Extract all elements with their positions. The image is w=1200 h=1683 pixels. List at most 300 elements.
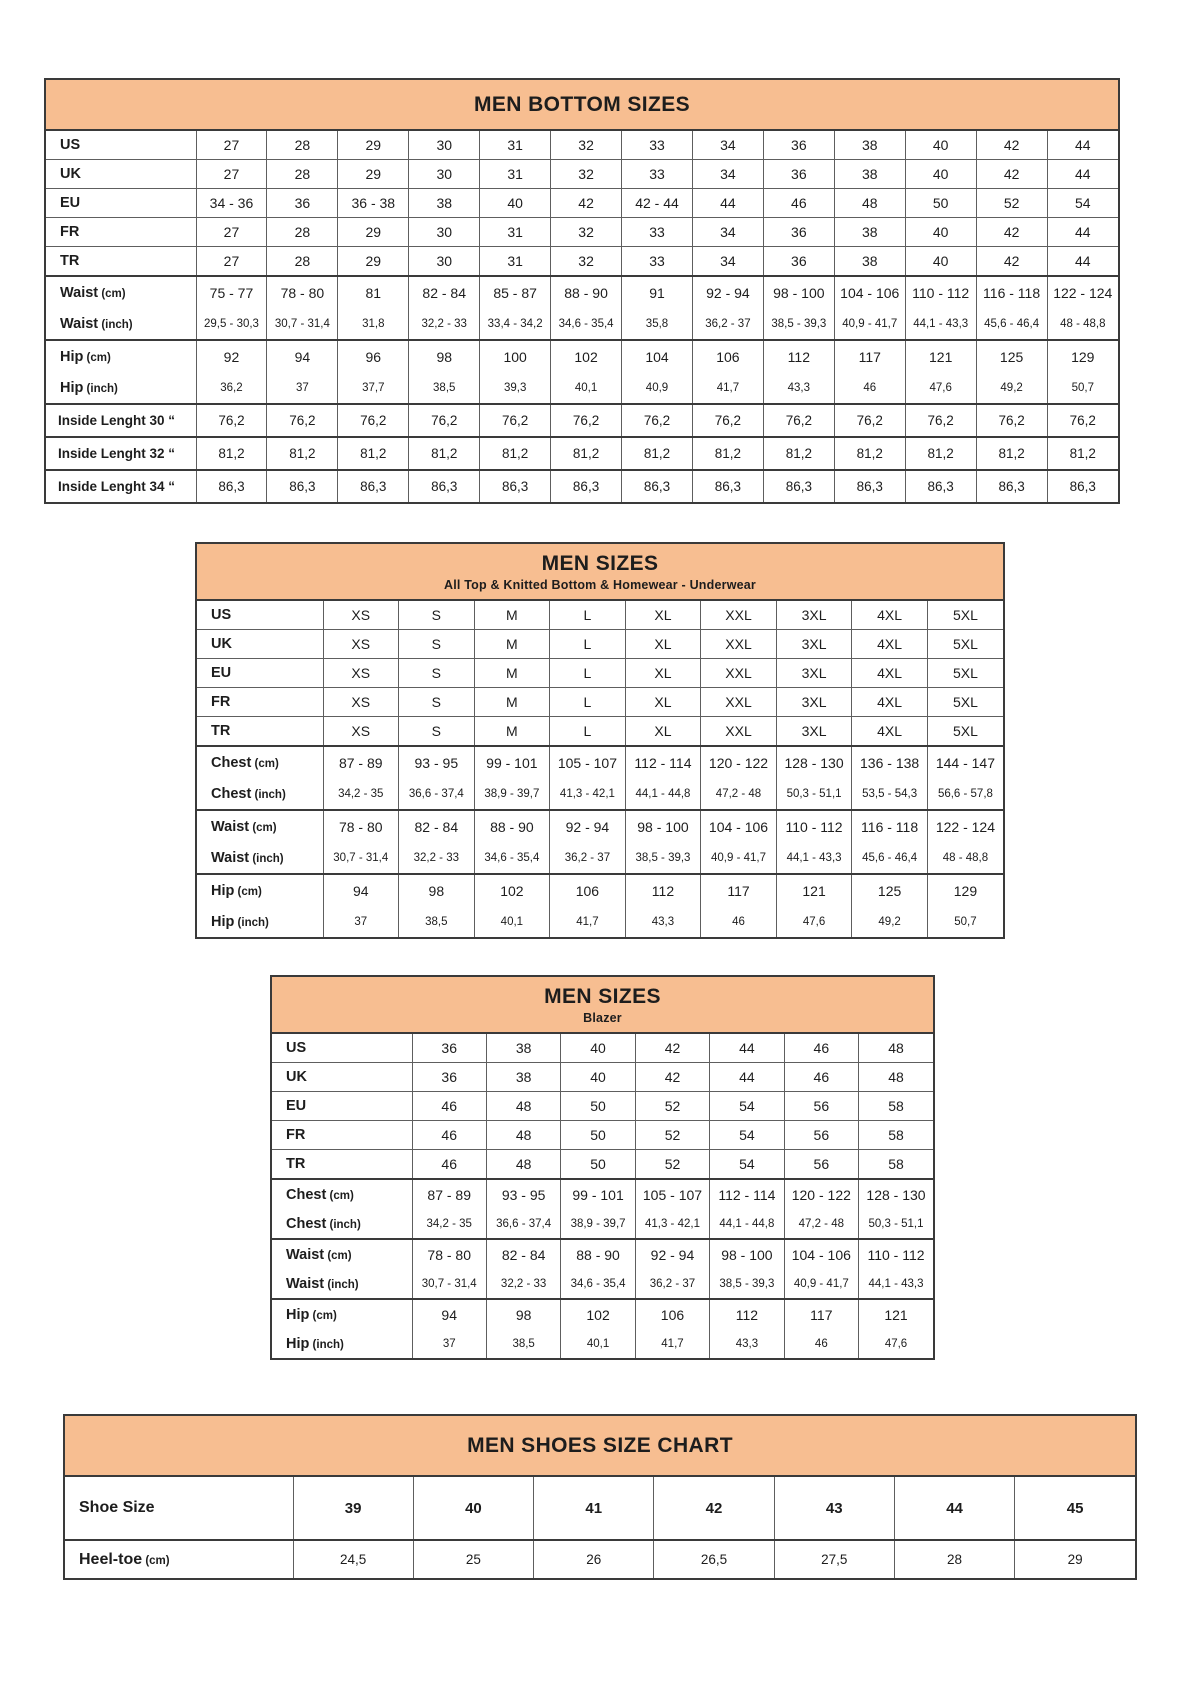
- value-cell: 76,2: [196, 404, 267, 437]
- row-label: Hip (cm): [272, 1299, 412, 1329]
- value-cell: 33: [622, 131, 693, 160]
- value-cell: 33: [622, 160, 693, 189]
- value-cell: 39,3: [480, 372, 551, 404]
- row-label: Waist (inch): [60, 315, 133, 332]
- value-cell: 46: [834, 372, 905, 404]
- value-cell: 93 - 95: [486, 1179, 560, 1209]
- value-cell: 58: [859, 1150, 933, 1180]
- value-cell: 47,2 - 48: [701, 778, 777, 810]
- value-cell: 125: [852, 874, 928, 906]
- value-cell: 48 - 48,8: [1047, 308, 1118, 340]
- value-cell: 47,6: [776, 906, 852, 937]
- value-cell: XL: [625, 659, 701, 688]
- value-cell: 27: [196, 160, 267, 189]
- value-cell: 49,2: [976, 372, 1047, 404]
- value-cell: 42: [976, 247, 1047, 277]
- value-cell: 81,2: [480, 437, 551, 470]
- value-cell: 116 - 118: [852, 810, 928, 842]
- table-row: [197, 630, 1003, 659]
- value-cell: 27: [196, 218, 267, 247]
- value-cell: 86,3: [976, 470, 1047, 502]
- value-cell: 98: [409, 340, 480, 372]
- value-cell: 44: [1047, 131, 1118, 160]
- value-cell: 112 - 114: [625, 746, 701, 778]
- row-label: EU: [46, 189, 196, 218]
- value-cell: 29: [1015, 1540, 1135, 1578]
- value-cell: 52: [635, 1150, 709, 1180]
- value-cell: L: [550, 601, 626, 630]
- value-cell: L: [550, 688, 626, 717]
- row-label: US: [60, 137, 81, 153]
- value-cell: 86,3: [622, 470, 693, 502]
- value-cell: 32: [551, 247, 622, 277]
- table-row: [272, 1150, 933, 1180]
- value-cell: 30: [409, 160, 480, 189]
- value-cell: 40: [905, 218, 976, 247]
- value-cell: 81,2: [622, 437, 693, 470]
- table-row: [46, 308, 1118, 340]
- row-label: Shoe Size: [79, 1499, 155, 1516]
- value-cell: 88 - 90: [474, 810, 550, 842]
- value-cell: 106: [692, 340, 763, 372]
- table-row: [65, 1540, 1135, 1578]
- value-cell: 43,3: [763, 372, 834, 404]
- value-cell: 112 - 114: [710, 1179, 784, 1209]
- value-cell: 46: [784, 1034, 858, 1063]
- value-cell: 86,3: [338, 470, 409, 502]
- row-label: Heel-toe (cm): [65, 1540, 293, 1578]
- value-cell: 34,2 - 35: [412, 1209, 486, 1239]
- value-cell: 40: [905, 160, 976, 189]
- table-row: [272, 1179, 933, 1209]
- value-cell: 112: [763, 340, 834, 372]
- table-row: [197, 746, 1003, 778]
- value-cell: 129: [1047, 340, 1118, 372]
- table-subtitle: Blazer: [583, 1011, 622, 1025]
- value-cell: 37: [267, 372, 338, 404]
- value-cell: 81,2: [834, 437, 905, 470]
- value-cell: 76,2: [409, 404, 480, 437]
- table-row: [197, 778, 1003, 810]
- value-cell: 29: [338, 160, 409, 189]
- value-cell: 76,2: [622, 404, 693, 437]
- row-label: Hip (inch): [286, 1335, 344, 1352]
- value-cell: 40: [561, 1034, 635, 1063]
- table-title: MEN BOTTOM SIZES: [473, 93, 691, 116]
- table-row: [197, 659, 1003, 688]
- value-cell: 42: [976, 218, 1047, 247]
- table-row: [46, 131, 1118, 160]
- value-cell: 44: [710, 1034, 784, 1063]
- value-cell: 50: [561, 1092, 635, 1121]
- value-cell: 98: [486, 1299, 560, 1329]
- value-cell: 120 - 122: [701, 746, 777, 778]
- value-cell: 94: [323, 874, 399, 906]
- value-cell: 76,2: [905, 404, 976, 437]
- value-cell: 78 - 80: [267, 276, 338, 308]
- value-cell: 122 - 124: [927, 810, 1003, 842]
- value-cell: S: [399, 630, 475, 659]
- value-cell: 78 - 80: [323, 810, 399, 842]
- value-cell: 3XL: [776, 688, 852, 717]
- value-cell: 102: [551, 340, 622, 372]
- value-cell: 56: [784, 1150, 858, 1180]
- table-subtitle: All Top & Knitted Bottom & Homewear - Underwear: [444, 578, 756, 592]
- table-row: [46, 437, 1118, 470]
- value-cell: 3XL: [776, 659, 852, 688]
- value-cell: 34,6 - 35,4: [561, 1269, 635, 1299]
- value-cell: 5XL: [927, 659, 1003, 688]
- value-cell: 29,5 - 30,3: [196, 308, 267, 340]
- value-cell: 98 - 100: [710, 1239, 784, 1269]
- value-cell: 38: [834, 160, 905, 189]
- value-cell: S: [399, 688, 475, 717]
- value-cell: 31: [480, 160, 551, 189]
- value-cell: 48: [834, 189, 905, 218]
- value-cell: 98 - 100: [625, 810, 701, 842]
- value-cell: 92 - 94: [692, 276, 763, 308]
- value-cell: 29: [338, 247, 409, 277]
- value-cell: 28: [267, 247, 338, 277]
- value-cell: 40,1: [474, 906, 550, 937]
- value-cell: 50,3 - 51,1: [859, 1209, 933, 1239]
- value-cell: M: [474, 601, 550, 630]
- value-cell: 39: [293, 1477, 413, 1540]
- value-cell: 136 - 138: [852, 746, 928, 778]
- value-cell: 86,3: [692, 470, 763, 502]
- value-cell: 36: [763, 160, 834, 189]
- value-cell: 54: [710, 1150, 784, 1180]
- value-cell: 46: [412, 1150, 486, 1180]
- value-cell: 52: [635, 1121, 709, 1150]
- value-cell: 86,3: [834, 470, 905, 502]
- value-cell: 36,2 - 37: [692, 308, 763, 340]
- value-cell: 46: [412, 1121, 486, 1150]
- value-cell: 44,1 - 43,3: [859, 1269, 933, 1299]
- value-cell: 86,3: [1047, 470, 1118, 502]
- value-cell: 82 - 84: [486, 1239, 560, 1269]
- value-cell: 117: [834, 340, 905, 372]
- value-cell: 32: [551, 160, 622, 189]
- value-cell: 42: [654, 1477, 774, 1540]
- value-cell: 91: [622, 276, 693, 308]
- value-cell: 41,3 - 42,1: [550, 778, 626, 810]
- value-cell: XL: [625, 688, 701, 717]
- value-cell: 81,2: [976, 437, 1047, 470]
- table-row: [46, 247, 1118, 277]
- value-cell: 47,6: [905, 372, 976, 404]
- value-cell: 104 - 106: [701, 810, 777, 842]
- value-cell: 50,7: [1047, 372, 1118, 404]
- value-cell: 38,9 - 39,7: [474, 778, 550, 810]
- value-cell: 45: [1015, 1477, 1135, 1540]
- value-cell: 38,5 - 39,3: [625, 842, 701, 874]
- row-label: Hip (inch): [211, 913, 269, 930]
- value-cell: 36: [763, 218, 834, 247]
- value-cell: 50,3 - 51,1: [776, 778, 852, 810]
- value-cell: 30,7 - 31,4: [412, 1269, 486, 1299]
- value-cell: 44: [710, 1063, 784, 1092]
- table-row: [197, 688, 1003, 717]
- row-label: Hip (cm): [197, 874, 323, 906]
- value-cell: XS: [323, 630, 399, 659]
- value-cell: 38,5 - 39,3: [763, 308, 834, 340]
- value-cell: 40: [413, 1477, 533, 1540]
- value-cell: 41,7: [692, 372, 763, 404]
- value-cell: 28: [894, 1540, 1014, 1578]
- value-cell: 27: [196, 131, 267, 160]
- value-cell: 110 - 112: [859, 1239, 933, 1269]
- table-row: [46, 189, 1118, 218]
- row-label: Waist (cm): [46, 276, 196, 308]
- value-cell: XL: [625, 717, 701, 747]
- value-cell: 112: [710, 1299, 784, 1329]
- row-label: Hip (cm): [46, 340, 196, 372]
- value-cell: 30: [409, 131, 480, 160]
- value-cell: 86,3: [551, 470, 622, 502]
- row-label: Inside Lenght 30 “: [46, 404, 196, 437]
- value-cell: 76,2: [834, 404, 905, 437]
- value-cell: 34: [692, 218, 763, 247]
- value-cell: 76,2: [551, 404, 622, 437]
- value-cell: 5XL: [927, 717, 1003, 747]
- value-cell: 44: [894, 1477, 1014, 1540]
- men-bottom-sizes-grid: [46, 131, 1118, 502]
- value-cell: 48: [859, 1063, 933, 1092]
- value-cell: 122 - 124: [1047, 276, 1118, 308]
- table-row: [46, 470, 1118, 502]
- value-cell: 112: [625, 874, 701, 906]
- row-label: TR: [197, 717, 323, 747]
- value-cell: 38: [834, 218, 905, 247]
- value-cell: 31: [480, 218, 551, 247]
- table-row: [272, 1209, 933, 1239]
- value-cell: 42 - 44: [622, 189, 693, 218]
- value-cell: 41,7: [635, 1329, 709, 1358]
- value-cell: 43,3: [710, 1329, 784, 1358]
- value-cell: 81,2: [551, 437, 622, 470]
- value-cell: 120 - 122: [784, 1179, 858, 1209]
- value-cell: 42: [635, 1034, 709, 1063]
- value-cell: 41: [534, 1477, 654, 1540]
- table-row: [197, 717, 1003, 747]
- value-cell: 99 - 101: [474, 746, 550, 778]
- table-title-band: [65, 1416, 1135, 1477]
- value-cell: 46: [701, 906, 777, 937]
- value-cell: 81,2: [196, 437, 267, 470]
- value-cell: 27,5: [774, 1540, 894, 1578]
- value-cell: 42: [976, 160, 1047, 189]
- value-cell: 128 - 130: [859, 1179, 933, 1209]
- row-label: FR: [197, 688, 323, 717]
- value-cell: 76,2: [692, 404, 763, 437]
- value-cell: 85 - 87: [480, 276, 551, 308]
- row-label: Chest (cm): [272, 1179, 412, 1209]
- value-cell: 50: [561, 1150, 635, 1180]
- value-cell: M: [474, 688, 550, 717]
- row-label: Chest (inch): [286, 1215, 361, 1232]
- value-cell: 76,2: [267, 404, 338, 437]
- value-cell: 40,9 - 41,7: [701, 842, 777, 874]
- value-cell: 48: [486, 1121, 560, 1150]
- value-cell: 106: [550, 874, 626, 906]
- table-title: MEN SIZES: [541, 552, 659, 575]
- value-cell: 25: [413, 1540, 533, 1578]
- value-cell: 121: [859, 1299, 933, 1329]
- value-cell: 81,2: [338, 437, 409, 470]
- value-cell: 46: [412, 1092, 486, 1121]
- value-cell: XXL: [701, 688, 777, 717]
- value-cell: 36: [267, 189, 338, 218]
- value-cell: XXL: [701, 601, 777, 630]
- value-cell: 98 - 100: [763, 276, 834, 308]
- row-label: UK: [272, 1063, 412, 1092]
- value-cell: 121: [905, 340, 976, 372]
- value-cell: 58: [859, 1121, 933, 1150]
- value-cell: 28: [267, 131, 338, 160]
- value-cell: 40: [905, 247, 976, 277]
- table-row: [272, 1239, 933, 1269]
- value-cell: 117: [784, 1299, 858, 1329]
- table-title-band: [272, 977, 933, 1034]
- value-cell: M: [474, 659, 550, 688]
- table-row: [46, 404, 1118, 437]
- value-cell: XS: [323, 717, 399, 747]
- value-cell: 40,1: [561, 1329, 635, 1358]
- value-cell: 41,3 - 42,1: [635, 1209, 709, 1239]
- row-label: UK: [197, 630, 323, 659]
- value-cell: 24,5: [293, 1540, 413, 1578]
- men-bottom-sizes-table: [44, 78, 1120, 504]
- table-title: MEN SIZES: [544, 985, 661, 1008]
- table-row: [272, 1034, 933, 1063]
- value-cell: 36,2 - 37: [635, 1269, 709, 1299]
- value-cell: 5XL: [927, 688, 1003, 717]
- value-cell: 105 - 107: [635, 1179, 709, 1209]
- value-cell: 34: [692, 131, 763, 160]
- value-cell: 48: [486, 1150, 560, 1180]
- value-cell: 98: [399, 874, 475, 906]
- value-cell: S: [399, 601, 475, 630]
- value-cell: 102: [474, 874, 550, 906]
- value-cell: 116 - 118: [976, 276, 1047, 308]
- value-cell: 37: [412, 1329, 486, 1358]
- value-cell: 76,2: [763, 404, 834, 437]
- men-top-sizes-table: [195, 542, 1005, 939]
- value-cell: 28: [267, 218, 338, 247]
- value-cell: XS: [323, 601, 399, 630]
- value-cell: XL: [625, 630, 701, 659]
- value-cell: 46: [784, 1329, 858, 1358]
- value-cell: S: [399, 717, 475, 747]
- value-cell: 82 - 84: [409, 276, 480, 308]
- value-cell: 40: [480, 189, 551, 218]
- value-cell: XS: [323, 688, 399, 717]
- value-cell: 88 - 90: [561, 1239, 635, 1269]
- value-cell: 48: [486, 1092, 560, 1121]
- value-cell: 26,5: [654, 1540, 774, 1578]
- value-cell: 42: [976, 131, 1047, 160]
- table-row: [197, 874, 1003, 906]
- value-cell: 5XL: [927, 601, 1003, 630]
- value-cell: 38: [834, 247, 905, 277]
- value-cell: 34,6 - 35,4: [551, 308, 622, 340]
- men-shoes-size-chart-table: [63, 1414, 1137, 1580]
- value-cell: 4XL: [852, 688, 928, 717]
- value-cell: 40: [561, 1063, 635, 1092]
- value-cell: 4XL: [852, 630, 928, 659]
- value-cell: 56: [784, 1121, 858, 1150]
- value-cell: 3XL: [776, 717, 852, 747]
- value-cell: 56,6 - 57,8: [927, 778, 1003, 810]
- value-cell: 44,1 - 43,3: [905, 308, 976, 340]
- value-cell: 81,2: [692, 437, 763, 470]
- value-cell: 76,2: [976, 404, 1047, 437]
- value-cell: 32,2 - 33: [409, 308, 480, 340]
- table-row: [46, 372, 1118, 404]
- value-cell: 43: [774, 1477, 894, 1540]
- value-cell: 94: [267, 340, 338, 372]
- value-cell: 86,3: [763, 470, 834, 502]
- value-cell: 36,2: [196, 372, 267, 404]
- table-row: [46, 160, 1118, 189]
- value-cell: 37,7: [338, 372, 409, 404]
- value-cell: 86,3: [480, 470, 551, 502]
- value-cell: 121: [776, 874, 852, 906]
- row-label: UK: [46, 160, 196, 189]
- table-row: [46, 340, 1118, 372]
- value-cell: 33: [622, 247, 693, 277]
- value-cell: 50,7: [927, 906, 1003, 937]
- value-cell: L: [550, 717, 626, 747]
- value-cell: XS: [323, 659, 399, 688]
- table-row: [65, 1477, 1135, 1540]
- row-label: Chest (cm): [197, 746, 323, 778]
- value-cell: 92 - 94: [550, 810, 626, 842]
- value-cell: 46: [763, 189, 834, 218]
- value-cell: 56: [784, 1092, 858, 1121]
- value-cell: 41,7: [550, 906, 626, 937]
- value-cell: XXL: [701, 659, 777, 688]
- row-label: Waist (cm): [197, 810, 323, 842]
- value-cell: 94: [412, 1299, 486, 1329]
- value-cell: 54: [710, 1092, 784, 1121]
- value-cell: XXL: [701, 717, 777, 747]
- value-cell: 44,1 - 44,8: [625, 778, 701, 810]
- value-cell: 40: [905, 131, 976, 160]
- value-cell: 81,2: [1047, 437, 1118, 470]
- value-cell: 32,2 - 33: [486, 1269, 560, 1299]
- value-cell: 86,3: [267, 470, 338, 502]
- value-cell: 38: [486, 1034, 560, 1063]
- value-cell: 36,6 - 37,4: [486, 1209, 560, 1239]
- table-row: [46, 218, 1118, 247]
- value-cell: 38: [486, 1063, 560, 1092]
- table-row: [272, 1063, 933, 1092]
- value-cell: 34: [692, 247, 763, 277]
- value-cell: 42: [551, 189, 622, 218]
- value-cell: 44: [692, 189, 763, 218]
- value-cell: 40,1: [551, 372, 622, 404]
- value-cell: 99 - 101: [561, 1179, 635, 1209]
- row-label: EU: [197, 659, 323, 688]
- row-label: TR: [46, 247, 196, 277]
- row-label: Waist (inch): [211, 849, 284, 866]
- value-cell: 27: [196, 247, 267, 277]
- value-cell: 48 - 48,8: [927, 842, 1003, 874]
- value-cell: 31,8: [338, 308, 409, 340]
- value-cell: 144 - 147: [927, 746, 1003, 778]
